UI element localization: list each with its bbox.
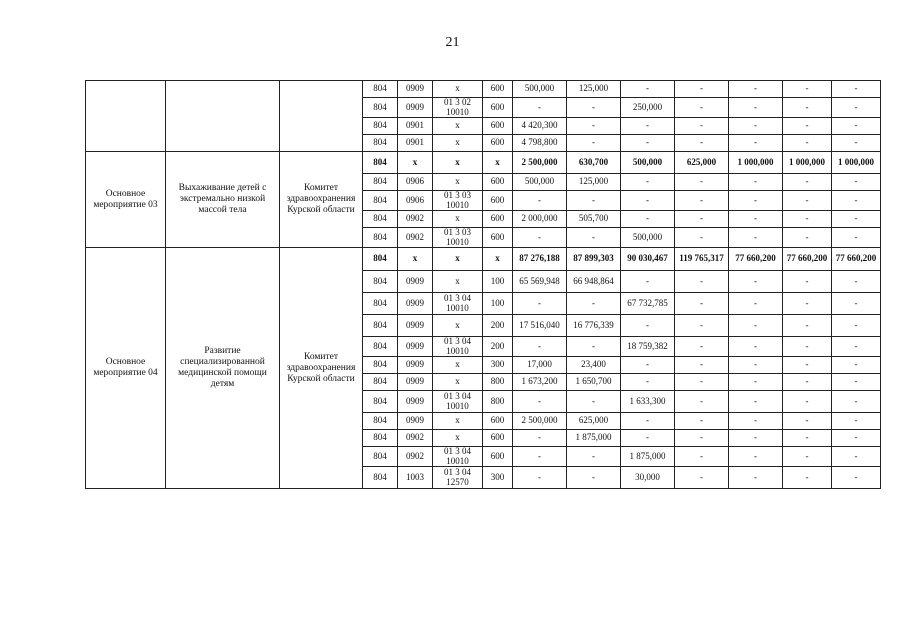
cell-val-2014: 1 673,200 [513, 374, 567, 391]
cell-val-2018: - [729, 191, 783, 211]
cell-val-2015: 66 948,864 [567, 271, 621, 293]
cell-val-2016: - [621, 81, 675, 98]
cell-grbs: 804 [363, 467, 398, 489]
cell-val-2018: 77 660,200 [729, 248, 783, 271]
cell-val-2019: - [783, 271, 832, 293]
cell-val-2015: - [567, 98, 621, 118]
group-name: Выхаживание детей с экстремально низкой массой тела [166, 152, 280, 248]
cell-vr: 600 [483, 98, 513, 118]
cell-csr: 01 3 04 10010 [433, 391, 483, 413]
cell-val-2014: 4 798,800 [513, 135, 567, 152]
cell-grbs: 804 [363, 337, 398, 357]
cell-grbs: 804 [363, 357, 398, 374]
cell-val-2020: - [832, 211, 881, 228]
cell-vr: х [483, 152, 513, 174]
cell-val-2019: - [783, 191, 832, 211]
cell-grbs: 804 [363, 152, 398, 174]
cell-vr: 100 [483, 293, 513, 315]
cell-vr: 600 [483, 174, 513, 191]
cell-val-2020: - [832, 413, 881, 430]
cell-csr: х [433, 81, 483, 98]
table-row [86, 81, 905, 98]
cell-grbs: 804 [363, 430, 398, 447]
cell-rzpr: 1003 [398, 467, 433, 489]
group-executor: Комитет здравоохранения Курской области [280, 152, 363, 248]
cell-grbs: 804 [363, 293, 398, 315]
cell-val-2014: 2 500,000 [513, 413, 567, 430]
cell-rzpr: 0909 [398, 357, 433, 374]
cell-vr: 200 [483, 315, 513, 337]
cell-val-2020: 77 660,200 [832, 248, 881, 271]
cell-rzpr: 0902 [398, 211, 433, 228]
cell-val-2017: - [675, 81, 729, 98]
cell-val-2015: - [567, 447, 621, 467]
cell-val-2015: 505,700 [567, 211, 621, 228]
cell-rzpr: 0906 [398, 174, 433, 191]
cell-vr: 600 [483, 81, 513, 98]
cell-val-2020: - [832, 293, 881, 315]
cell-val-2019: - [783, 391, 832, 413]
cell-val-2017: - [675, 374, 729, 391]
cell-vr: 300 [483, 467, 513, 489]
cell-val-2014: - [513, 228, 567, 248]
group-measure: Основное мероприятие 03 [86, 152, 166, 248]
cell-val-2014: - [513, 467, 567, 489]
cell-csr: 01 3 03 10010 [433, 228, 483, 248]
cell-val-2015: - [567, 118, 621, 135]
cell-csr: х [433, 135, 483, 152]
cell-csr: 01 3 03 10010 [433, 191, 483, 211]
cell-grbs: 804 [363, 374, 398, 391]
cell-grbs: 804 [363, 81, 398, 98]
cell-val-2019: - [783, 315, 832, 337]
cell-rzpr: 0902 [398, 447, 433, 467]
cell-val-2014: - [513, 293, 567, 315]
cell-rzpr: 0909 [398, 315, 433, 337]
cell-val-2014: 65 569,948 [513, 271, 567, 293]
cell-val-2018: - [729, 228, 783, 248]
page-number: 21 [445, 35, 460, 50]
cell-vr: 600 [483, 211, 513, 228]
cell-val-2017: - [675, 315, 729, 337]
cell-val-2018: - [729, 81, 783, 98]
cell-val-2015: 16 776,339 [567, 315, 621, 337]
cell-val-2017: 625,000 [675, 152, 729, 174]
cell-val-2020: - [832, 374, 881, 391]
cell-val-2015: - [567, 191, 621, 211]
cell-val-2016: - [621, 191, 675, 211]
cell-csr: 01 3 04 10010 [433, 293, 483, 315]
cell-val-2020: - [832, 315, 881, 337]
cell-val-2017: - [675, 135, 729, 152]
cell-rzpr: 0909 [398, 391, 433, 413]
cell-val-2017: - [675, 118, 729, 135]
cell-vr: 800 [483, 391, 513, 413]
cell-vr: 600 [483, 447, 513, 467]
cell-rzpr: х [398, 248, 433, 271]
cell-val-2014: - [513, 391, 567, 413]
cell-vr: 800 [483, 374, 513, 391]
cell-val-2019: - [783, 211, 832, 228]
cell-val-2018: - [729, 413, 783, 430]
cell-rzpr: 0901 [398, 118, 433, 135]
cell-grbs: 804 [363, 391, 398, 413]
cell-val-2015: - [567, 391, 621, 413]
cell-val-2016: - [621, 374, 675, 391]
cell-val-2020: - [832, 467, 881, 489]
cell-val-2019: - [783, 374, 832, 391]
cell-rzpr: 0909 [398, 337, 433, 357]
cell-val-2020: - [832, 135, 881, 152]
cell-val-2020: 1 000,000 [832, 152, 881, 174]
cell-val-2018: - [729, 391, 783, 413]
cell-vr: 600 [483, 430, 513, 447]
group-name [166, 81, 280, 152]
cell-val-2019: - [783, 430, 832, 447]
cell-val-2016: - [621, 271, 675, 293]
cell-val-2015: 23,400 [567, 357, 621, 374]
cell-rzpr: 0909 [398, 374, 433, 391]
cell-val-2016: 1 875,000 [621, 447, 675, 467]
cell-val-2014: - [513, 337, 567, 357]
cell-val-2019: 1 000,000 [783, 152, 832, 174]
cell-val-2014: 2 500,000 [513, 152, 567, 174]
cell-val-2018: - [729, 271, 783, 293]
cell-val-2016: 18 759,382 [621, 337, 675, 357]
cell-val-2014: 17 516,040 [513, 315, 567, 337]
cell-val-2019: - [783, 135, 832, 152]
cell-val-2017: - [675, 293, 729, 315]
group-measure: Основное мероприятие 04 [86, 248, 166, 489]
cell-grbs: 804 [363, 271, 398, 293]
cell-rzpr: 0909 [398, 413, 433, 430]
cell-val-2016: 250,000 [621, 98, 675, 118]
cell-val-2020: - [832, 191, 881, 211]
cell-val-2017: - [675, 228, 729, 248]
cell-rzpr: 0906 [398, 191, 433, 211]
cell-val-2020: - [832, 118, 881, 135]
cell-csr: х [433, 248, 483, 271]
cell-val-2018: - [729, 135, 783, 152]
cell-csr: х [433, 374, 483, 391]
cell-val-2017: - [675, 337, 729, 357]
cell-vr: 100 [483, 271, 513, 293]
cell-vr: 600 [483, 135, 513, 152]
cell-val-2018: - [729, 430, 783, 447]
cell-val-2015: - [567, 293, 621, 315]
cell-grbs: 804 [363, 447, 398, 467]
cell-val-2017: - [675, 413, 729, 430]
cell-rzpr: 0902 [398, 430, 433, 447]
cell-val-2018: - [729, 467, 783, 489]
cell-grbs: 804 [363, 174, 398, 191]
cell-val-2019: - [783, 337, 832, 357]
cell-csr: х [433, 357, 483, 374]
group-measure [86, 81, 166, 152]
cell-val-2017: - [675, 174, 729, 191]
cell-val-2017: - [675, 211, 729, 228]
cell-val-2016: - [621, 211, 675, 228]
cell-val-2016: 500,000 [621, 152, 675, 174]
budget-table [85, 80, 905, 489]
cell-csr: 01 3 04 12570 [433, 467, 483, 489]
group-name: Развитие специализированной медицинской помощи детям [166, 248, 280, 489]
cell-grbs: 804 [363, 191, 398, 211]
cell-vr: 600 [483, 191, 513, 211]
cell-rzpr: 0909 [398, 271, 433, 293]
cell-val-2014: - [513, 430, 567, 447]
cell-val-2014: - [513, 191, 567, 211]
cell-csr: х [433, 413, 483, 430]
cell-val-2016: - [621, 430, 675, 447]
cell-val-2015: - [567, 337, 621, 357]
cell-val-2018: - [729, 98, 783, 118]
cell-val-2017: - [675, 191, 729, 211]
cell-csr: х [433, 271, 483, 293]
cell-val-2015: - [567, 467, 621, 489]
cell-val-2014: 4 420,300 [513, 118, 567, 135]
cell-csr: х [433, 315, 483, 337]
cell-val-2017: - [675, 430, 729, 447]
cell-csr: 01 3 04 10010 [433, 447, 483, 467]
cell-val-2015: 125,000 [567, 81, 621, 98]
cell-rzpr: 0909 [398, 293, 433, 315]
cell-grbs: 804 [363, 211, 398, 228]
cell-val-2017: - [675, 357, 729, 374]
group-executor [280, 81, 363, 152]
cell-val-2014: 17,000 [513, 357, 567, 374]
cell-rzpr: 0901 [398, 135, 433, 152]
cell-rzpr: 0909 [398, 98, 433, 118]
cell-val-2016: 500,000 [621, 228, 675, 248]
cell-val-2019: - [783, 413, 832, 430]
cell-val-2020: - [832, 391, 881, 413]
cell-val-2016: - [621, 135, 675, 152]
cell-val-2019: 77 660,200 [783, 248, 832, 271]
cell-val-2020: - [832, 81, 881, 98]
cell-val-2018: 1 000,000 [729, 152, 783, 174]
cell-val-2020: - [832, 98, 881, 118]
cell-csr: х [433, 152, 483, 174]
cell-csr: 01 3 04 10010 [433, 337, 483, 357]
cell-vr: 200 [483, 337, 513, 357]
cell-val-2017: - [675, 447, 729, 467]
table-row [86, 248, 905, 271]
cell-val-2016: - [621, 118, 675, 135]
cell-csr: х [433, 174, 483, 191]
cell-val-2020: - [832, 228, 881, 248]
cell-val-2018: - [729, 174, 783, 191]
cell-csr: х [433, 118, 483, 135]
cell-grbs: 804 [363, 135, 398, 152]
cell-val-2019: - [783, 467, 832, 489]
cell-grbs: 804 [363, 98, 398, 118]
cell-vr: 600 [483, 228, 513, 248]
cell-val-2020: - [832, 174, 881, 191]
cell-val-2015: - [567, 135, 621, 152]
cell-val-2014: 2 000,000 [513, 211, 567, 228]
cell-val-2015: 1 650,700 [567, 374, 621, 391]
cell-rzpr: х [398, 152, 433, 174]
cell-val-2019: - [783, 293, 832, 315]
cell-rzpr: 0909 [398, 81, 433, 98]
cell-val-2017: - [675, 391, 729, 413]
cell-val-2018: - [729, 337, 783, 357]
cell-val-2016: - [621, 357, 675, 374]
cell-vr: 600 [483, 118, 513, 135]
cell-vr: 600 [483, 413, 513, 430]
cell-grbs: 804 [363, 315, 398, 337]
cell-val-2016: 30,000 [621, 467, 675, 489]
cell-val-2020: - [832, 430, 881, 447]
cell-val-2019: - [783, 98, 832, 118]
table-row [86, 152, 905, 174]
cell-val-2019: - [783, 228, 832, 248]
group-executor: Комитет здравоохранения Курской области [280, 248, 363, 489]
cell-val-2014: 87 276,188 [513, 248, 567, 271]
cell-rzpr: 0902 [398, 228, 433, 248]
cell-val-2014: 500,000 [513, 174, 567, 191]
cell-val-2018: - [729, 447, 783, 467]
cell-val-2019: - [783, 174, 832, 191]
cell-val-2020: - [832, 337, 881, 357]
cell-grbs: 804 [363, 413, 398, 430]
cell-val-2014: - [513, 447, 567, 467]
cell-val-2016: - [621, 315, 675, 337]
cell-val-2018: - [729, 211, 783, 228]
cell-val-2017: - [675, 467, 729, 489]
cell-val-2015: 625,000 [567, 413, 621, 430]
cell-val-2019: - [783, 81, 832, 98]
cell-val-2015: 125,000 [567, 174, 621, 191]
cell-val-2018: - [729, 374, 783, 391]
cell-val-2016: - [621, 174, 675, 191]
cell-val-2014: 500,000 [513, 81, 567, 98]
cell-val-2016: 67 732,785 [621, 293, 675, 315]
cell-val-2018: - [729, 293, 783, 315]
cell-val-2015: 630,700 [567, 152, 621, 174]
cell-csr: х [433, 430, 483, 447]
cell-val-2015: 87 899,303 [567, 248, 621, 271]
cell-grbs: 804 [363, 228, 398, 248]
cell-csr: х [433, 211, 483, 228]
cell-csr: 01 3 02 10010 [433, 98, 483, 118]
cell-val-2019: - [783, 447, 832, 467]
cell-val-2017: - [675, 271, 729, 293]
cell-val-2018: - [729, 118, 783, 135]
cell-vr: х [483, 248, 513, 271]
cell-val-2020: - [832, 357, 881, 374]
cell-val-2014: - [513, 98, 567, 118]
cell-grbs: 804 [363, 248, 398, 271]
cell-val-2016: 90 030,467 [621, 248, 675, 271]
cell-vr: 300 [483, 357, 513, 374]
cell-val-2019: - [783, 118, 832, 135]
cell-val-2018: - [729, 315, 783, 337]
cell-val-2020: - [832, 271, 881, 293]
cell-val-2017: 119 765,317 [675, 248, 729, 271]
cell-grbs: 804 [363, 118, 398, 135]
cell-val-2015: 1 875,000 [567, 430, 621, 447]
cell-val-2016: 1 633,300 [621, 391, 675, 413]
cell-val-2020: - [832, 447, 881, 467]
cell-val-2018: - [729, 357, 783, 374]
cell-val-2019: - [783, 357, 832, 374]
cell-val-2017: - [675, 98, 729, 118]
cell-val-2015: - [567, 228, 621, 248]
cell-val-2016: - [621, 413, 675, 430]
